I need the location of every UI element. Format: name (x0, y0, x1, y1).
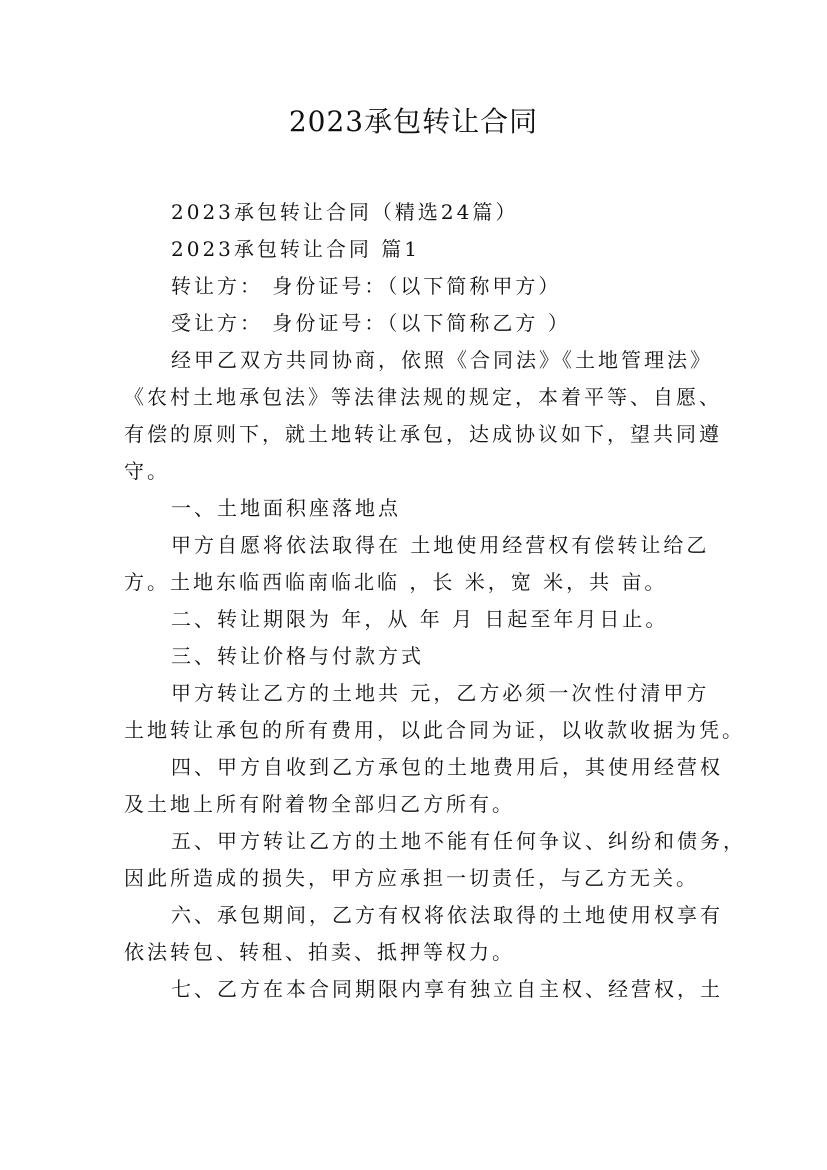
text-line: 土地转让承包的所有费用，以此合同为证，以收款收据为凭。 (124, 718, 745, 742)
text-line: 三、转让价格与付款方式 (171, 644, 424, 668)
text-line: 二、转让期限为 年，从 年 月 日起至年月日止。 (171, 607, 669, 631)
text-line: 四、甲方自收到乙方承包的土地费用后，其使用经营权 (171, 755, 723, 779)
text-line: 及土地上所有附着物全部归乙方所有。 (124, 792, 515, 816)
text-line: 经甲乙双方共同协商，依照《合同法》《土地管理法》 (171, 348, 713, 372)
text-line: 《农村土地承包法》等法律法规的规定，本着平等、自愿、 (124, 385, 722, 409)
text-line: 方。土地东临西临南临北临 ，长 米，宽 米，共 亩。 (124, 570, 668, 594)
text-line: 2023承包转让合同（精选24篇） (171, 200, 519, 224)
text-line: 因此所造成的损失，甲方应承担一切责任，与乙方无关。 (124, 866, 699, 890)
text-line: 甲方转让乙方的土地共 元，乙方必须一次性付清甲方 (171, 681, 710, 705)
text-line: 甲方自愿将依法取得在 土地使用经营权有偿转让给乙 (171, 533, 710, 557)
text-line: 依法转包、转租、拍卖、抵押等权力。 (124, 940, 515, 964)
text-line: 一、土地面积座落地点 (171, 496, 401, 520)
document-title: 2023承包转让合同 (288, 105, 539, 138)
text-line: 七、乙方在本合同期限内享有独立自主权、经营权，土 (171, 977, 723, 1001)
text-line: 有偿的原则下，就土地转让承包，达成协议如下，望共同遵 (124, 422, 722, 446)
text-line: 转让方： 身份证号：（以下简称甲方） (171, 274, 562, 298)
text-line: 2023承包转让合同 篇1 (171, 237, 420, 261)
text-line: 受让方： 身份证号：（以下简称乙方 ） (171, 311, 571, 335)
document-body (124, 194, 746, 1008)
text-line: 守。 (124, 459, 170, 483)
text-line: 六、承包期间，乙方有权将依法取得的土地使用权享有 (171, 903, 723, 927)
text-line: 五、甲方转让乙方的土地不能有任何争议、纠纷和债务， (171, 829, 746, 853)
